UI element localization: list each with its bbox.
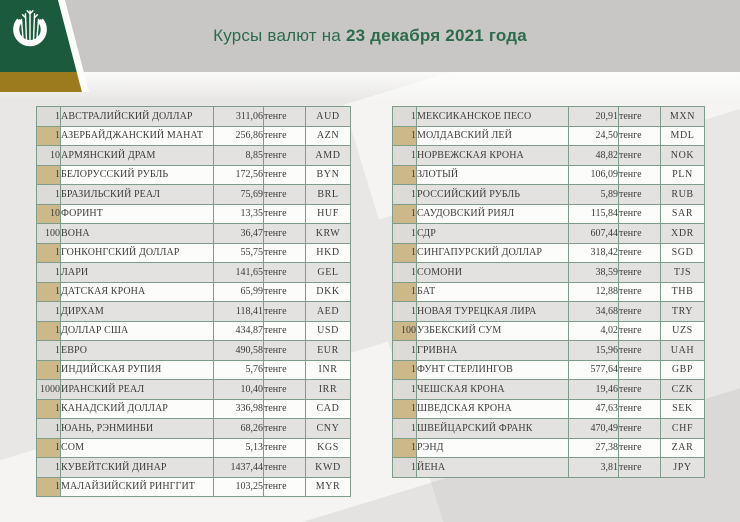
rate-row-xdr: [393, 224, 705, 244]
unit-label-cell: тенге: [619, 263, 661, 283]
rate-value-cell: 27,38: [569, 438, 619, 458]
currency-code-cell: NOK: [661, 146, 705, 166]
currency-name-cell: ГРИВНА: [417, 341, 569, 361]
currency-name-cell: ЗЛОТЫЙ: [417, 165, 569, 185]
quantity-cell: 1: [393, 341, 417, 361]
currency-name-cell: ШВЕЙЦАРСКИЙ ФРАНК: [417, 419, 569, 439]
quantity-cell: 1: [393, 165, 417, 185]
rate-row-eur: [37, 341, 351, 361]
rate-row-sar: [393, 204, 705, 224]
rates-table-right: [392, 106, 705, 478]
rate-value-cell: 48,82: [569, 146, 619, 166]
currency-name-cell: УЗБЕКСКИЙ СУМ: [417, 321, 569, 341]
unit-label-cell: тенге: [264, 204, 306, 224]
unit-label-cell: тенге: [264, 321, 306, 341]
unit-label-cell: тенге: [264, 458, 306, 478]
unit-label-cell: тенге: [619, 204, 661, 224]
rate-row-kwd: [37, 458, 351, 478]
currency-code-cell: AMD: [306, 146, 351, 166]
rate-row-mdl: [393, 126, 705, 146]
rate-value-cell: 8,85: [214, 146, 264, 166]
currency-name-cell: БРАЗИЛЬСКИЙ РЕАЛ: [61, 185, 214, 205]
currency-name-cell: РЭНД: [417, 438, 569, 458]
rate-row-kgs: [37, 438, 351, 458]
rate-value-cell: 434,87: [214, 321, 264, 341]
quantity-cell: 1: [37, 263, 61, 283]
rate-row-pln: [393, 165, 705, 185]
rate-row-cny: [37, 419, 351, 439]
page-title: [0, 0, 740, 72]
rate-row-brl: [37, 185, 351, 205]
quantity-cell: 1: [37, 302, 61, 322]
currency-code-cell: SEK: [661, 399, 705, 419]
rate-value-cell: 20,91: [569, 107, 619, 127]
quantity-cell: 1: [37, 438, 61, 458]
unit-label-cell: тенге: [619, 282, 661, 302]
quantity-cell: 1: [37, 341, 61, 361]
quantity-cell: 1: [393, 419, 417, 439]
rate-row-gel: [37, 263, 351, 283]
unit-label-cell: тенге: [264, 263, 306, 283]
unit-label-cell: тенге: [619, 341, 661, 361]
rate-value-cell: 47,63: [569, 399, 619, 419]
currency-name-cell: САУДОВСКИЙ РИЯЛ: [417, 204, 569, 224]
rate-row-usd: [37, 321, 351, 341]
quantity-cell: 1: [393, 126, 417, 146]
currency-code-cell: MYR: [306, 477, 351, 497]
rate-row-irr: [37, 380, 351, 400]
currency-name-cell: АЗЕРБАЙДЖАНСКИЙ МАНАТ: [61, 126, 214, 146]
currency-code-cell: BYN: [306, 165, 351, 185]
rate-value-cell: 13,35: [214, 204, 264, 224]
currency-name-cell: ЛАРИ: [61, 263, 214, 283]
currency-code-cell: BRL: [306, 185, 351, 205]
rate-row-dkk: [37, 282, 351, 302]
unit-label-cell: тенге: [619, 302, 661, 322]
currency-name-cell: ЧЕШСКАЯ КРОНА: [417, 380, 569, 400]
currency-code-cell: HUF: [306, 204, 351, 224]
currency-code-cell: CNY: [306, 419, 351, 439]
rates-table-left: [36, 106, 351, 497]
rate-row-rub: [393, 185, 705, 205]
unit-label-cell: тенге: [264, 165, 306, 185]
currency-name-cell: СДР: [417, 224, 569, 244]
currency-name-cell: ИРАНСКИЙ РЕАЛ: [61, 380, 214, 400]
rate-value-cell: 10,40: [214, 380, 264, 400]
currency-code-cell: AUD: [306, 107, 351, 127]
quantity-cell: 1: [393, 438, 417, 458]
unit-label-cell: тенге: [264, 438, 306, 458]
rate-value-cell: 24,50: [569, 126, 619, 146]
currency-code-cell: USD: [306, 321, 351, 341]
currency-code-cell: JPY: [661, 458, 705, 478]
currency-code-cell: IRR: [306, 380, 351, 400]
currency-name-cell: ДОЛЛАР США: [61, 321, 214, 341]
currency-name-cell: ФОРИНТ: [61, 204, 214, 224]
rate-value-cell: 75,69: [214, 185, 264, 205]
rate-value-cell: 15,96: [569, 341, 619, 361]
currency-name-cell: НОРВЕЖСКАЯ КРОНА: [417, 146, 569, 166]
unit-label-cell: тенге: [264, 477, 306, 497]
currency-code-cell: MXN: [661, 107, 705, 127]
quantity-cell: 1: [37, 282, 61, 302]
quantity-cell: 1: [37, 321, 61, 341]
rate-value-cell: 55,75: [214, 243, 264, 263]
quantity-cell: 10: [37, 204, 61, 224]
rate-value-cell: 19,46: [569, 380, 619, 400]
quantity-cell: 1: [37, 458, 61, 478]
currency-name-cell: МЕКСИКАНСКОЕ ПЕСО: [417, 107, 569, 127]
rate-value-cell: 490,58: [214, 341, 264, 361]
quantity-cell: 1: [393, 282, 417, 302]
rate-row-huf: [37, 204, 351, 224]
rate-value-cell: 65,99: [214, 282, 264, 302]
unit-label-cell: тенге: [619, 165, 661, 185]
currency-code-cell: UZS: [661, 321, 705, 341]
quantity-cell: 1: [393, 224, 417, 244]
quantity-cell: 1: [37, 419, 61, 439]
rate-row-byn: [37, 165, 351, 185]
quantity-cell: 1: [37, 399, 61, 419]
quantity-cell: 1: [37, 165, 61, 185]
unit-label-cell: тенге: [619, 399, 661, 419]
rate-value-cell: 318,42: [569, 243, 619, 263]
unit-label-cell: тенге: [264, 419, 306, 439]
unit-label-cell: тенге: [619, 107, 661, 127]
currency-name-cell: ЙЕНА: [417, 458, 569, 478]
currency-code-cell: MDL: [661, 126, 705, 146]
rate-row-jpy: [393, 458, 705, 478]
quantity-cell: 100: [37, 224, 61, 244]
currency-name-cell: БЕЛОРУССКИЙ РУБЛЬ: [61, 165, 214, 185]
quantity-cell: 1: [393, 146, 417, 166]
currency-code-cell: KRW: [306, 224, 351, 244]
currency-code-cell: INR: [306, 360, 351, 380]
currency-code-cell: HKD: [306, 243, 351, 263]
currency-name-cell: ЕВРО: [61, 341, 214, 361]
rate-value-cell: 3,81: [569, 458, 619, 478]
rate-value-cell: 106,09: [569, 165, 619, 185]
rate-row-gbp: [393, 360, 705, 380]
currency-name-cell: РОССИЙСКИЙ РУБЛЬ: [417, 185, 569, 205]
quantity-cell: 1: [393, 380, 417, 400]
rate-value-cell: 115,84: [569, 204, 619, 224]
unit-label-cell: тенге: [264, 399, 306, 419]
currency-name-cell: МАЛАЙЗИЙСКИЙ РИНГГИТ: [61, 477, 214, 497]
rate-row-aud: [37, 107, 351, 127]
rate-row-try: [393, 302, 705, 322]
unit-label-cell: тенге: [264, 146, 306, 166]
quantity-cell: 1: [37, 185, 61, 205]
currency-code-cell: CZK: [661, 380, 705, 400]
unit-label-cell: тенге: [264, 380, 306, 400]
quantity-cell: 1: [393, 302, 417, 322]
title-date: 23 декабря 2021 года: [345, 26, 527, 45]
unit-label-cell: тенге: [619, 126, 661, 146]
rate-value-cell: 311,06: [214, 107, 264, 127]
currency-code-cell: ZAR: [661, 438, 705, 458]
quantity-cell: 1: [37, 126, 61, 146]
rate-value-cell: 34,68: [569, 302, 619, 322]
currency-name-cell: ВОНА: [61, 224, 214, 244]
unit-label-cell: тенге: [619, 360, 661, 380]
rate-row-cad: [37, 399, 351, 419]
rate-value-cell: 5,13: [214, 438, 264, 458]
unit-label-cell: тенге: [264, 282, 306, 302]
unit-label-cell: тенге: [264, 126, 306, 146]
currency-name-cell: СИНГАПУРСКИЙ ДОЛЛАР: [417, 243, 569, 263]
title-prefix: Курсы валют на: [213, 26, 341, 45]
currency-code-cell: PLN: [661, 165, 705, 185]
rate-value-cell: 336,98: [214, 399, 264, 419]
rate-row-amd: [37, 146, 351, 166]
rate-row-myr: [37, 477, 351, 497]
quantity-cell: 1: [393, 204, 417, 224]
unit-label-cell: тенге: [619, 419, 661, 439]
unit-label-cell: тенге: [619, 321, 661, 341]
unit-label-cell: тенге: [619, 438, 661, 458]
rate-value-cell: 172,56: [214, 165, 264, 185]
unit-label-cell: тенге: [619, 243, 661, 263]
quantity-cell: 1: [393, 399, 417, 419]
quantity-cell: 1: [393, 185, 417, 205]
currency-code-cell: KGS: [306, 438, 351, 458]
unit-label-cell: тенге: [619, 224, 661, 244]
rate-row-mxn: [393, 107, 705, 127]
rate-value-cell: 5,76: [214, 360, 264, 380]
wheat-sheaf-emblem-icon: [11, 7, 49, 51]
unit-label-cell: тенге: [264, 360, 306, 380]
rate-value-cell: 141,65: [214, 263, 264, 283]
rate-row-aed: [37, 302, 351, 322]
unit-label-cell: тенге: [619, 185, 661, 205]
quantity-cell: 1: [393, 107, 417, 127]
rate-row-uah: [393, 341, 705, 361]
currency-code-cell: RUB: [661, 185, 705, 205]
rate-value-cell: 118,41: [214, 302, 264, 322]
currency-name-cell: АРМЯНСКИЙ ДРАМ: [61, 146, 214, 166]
rate-value-cell: 4,02: [569, 321, 619, 341]
rate-row-inr: [37, 360, 351, 380]
rate-row-sgd: [393, 243, 705, 263]
rate-value-cell: 12,88: [569, 282, 619, 302]
currency-code-cell: KWD: [306, 458, 351, 478]
rate-row-sek: [393, 399, 705, 419]
currency-name-cell: КАНАДСКИЙ ДОЛЛАР: [61, 399, 214, 419]
currency-name-cell: ГОНКОНГСКИЙ ДОЛЛАР: [61, 243, 214, 263]
currency-name-cell: ШВЕДСКАЯ КРОНА: [417, 399, 569, 419]
currency-code-cell: DKK: [306, 282, 351, 302]
currency-code-cell: TJS: [661, 263, 705, 283]
unit-label-cell: тенге: [619, 146, 661, 166]
quantity-cell: 1: [393, 263, 417, 283]
rate-row-zar: [393, 438, 705, 458]
currency-code-cell: SAR: [661, 204, 705, 224]
rate-row-czk: [393, 380, 705, 400]
rate-value-cell: 256,86: [214, 126, 264, 146]
currency-code-cell: UAH: [661, 341, 705, 361]
currency-code-cell: GBP: [661, 360, 705, 380]
rate-row-nok: [393, 146, 705, 166]
unit-label-cell: тенге: [264, 341, 306, 361]
currency-name-cell: МОЛДАВСКИЙ ЛЕЙ: [417, 126, 569, 146]
quantity-cell: 100: [393, 321, 417, 341]
currency-code-cell: TRY: [661, 302, 705, 322]
rate-value-cell: 470,49: [569, 419, 619, 439]
currency-name-cell: СОМ: [61, 438, 214, 458]
quantity-cell: 1000: [37, 380, 61, 400]
quantity-cell: 1: [37, 360, 61, 380]
unit-label-cell: тенге: [619, 458, 661, 478]
rate-row-uzs: [393, 321, 705, 341]
rate-value-cell: 5,89: [569, 185, 619, 205]
quantity-cell: 1: [37, 477, 61, 497]
unit-label-cell: тенге: [264, 185, 306, 205]
currency-name-cell: БАТ: [417, 282, 569, 302]
rate-value-cell: 68,26: [214, 419, 264, 439]
currency-code-cell: AZN: [306, 126, 351, 146]
unit-label-cell: тенге: [264, 224, 306, 244]
currency-name-cell: АВСТРАЛИЙСКИЙ ДОЛЛАР: [61, 107, 214, 127]
currency-name-cell: ЮАНЬ, РЭНМИНБИ: [61, 419, 214, 439]
currency-name-cell: СОМОНИ: [417, 263, 569, 283]
rate-value-cell: 1437,44: [214, 458, 264, 478]
currency-code-cell: CHF: [661, 419, 705, 439]
quantity-cell: 1: [37, 243, 61, 263]
rate-row-hkd: [37, 243, 351, 263]
rate-value-cell: 103,25: [214, 477, 264, 497]
currency-code-cell: CAD: [306, 399, 351, 419]
currency-code-cell: AED: [306, 302, 351, 322]
currency-code-cell: THB: [661, 282, 705, 302]
rate-value-cell: 38,59: [569, 263, 619, 283]
currency-name-cell: ДИРХАМ: [61, 302, 214, 322]
unit-label-cell: тенге: [264, 302, 306, 322]
rate-value-cell: 607,44: [569, 224, 619, 244]
logo-gold-stripe: [0, 72, 84, 92]
currency-name-cell: ДАТСКАЯ КРОНА: [61, 282, 214, 302]
rate-row-chf: [393, 419, 705, 439]
quantity-cell: 1: [393, 458, 417, 478]
rate-row-krw: [37, 224, 351, 244]
currency-name-cell: НОВАЯ ТУРЕЦКАЯ ЛИРА: [417, 302, 569, 322]
currency-code-cell: EUR: [306, 341, 351, 361]
rate-row-azn: [37, 126, 351, 146]
currency-code-cell: XDR: [661, 224, 705, 244]
rate-value-cell: 36,47: [214, 224, 264, 244]
currency-name-cell: КУВЕЙТСКИЙ ДИНАР: [61, 458, 214, 478]
quantity-cell: 1: [393, 360, 417, 380]
quantity-cell: 1: [393, 243, 417, 263]
currency-code-cell: GEL: [306, 263, 351, 283]
unit-label-cell: тенге: [264, 107, 306, 127]
rate-value-cell: 577,64: [569, 360, 619, 380]
quantity-cell: 1: [37, 107, 61, 127]
currency-name-cell: ИНДИЙСКАЯ РУПИЯ: [61, 360, 214, 380]
unit-label-cell: тенге: [264, 243, 306, 263]
currency-code-cell: SGD: [661, 243, 705, 263]
rate-row-tjs: [393, 263, 705, 283]
currency-name-cell: ФУНТ СТЕРЛИНГОВ: [417, 360, 569, 380]
quantity-cell: 10: [37, 146, 61, 166]
unit-label-cell: тенге: [619, 380, 661, 400]
rate-row-thb: [393, 282, 705, 302]
